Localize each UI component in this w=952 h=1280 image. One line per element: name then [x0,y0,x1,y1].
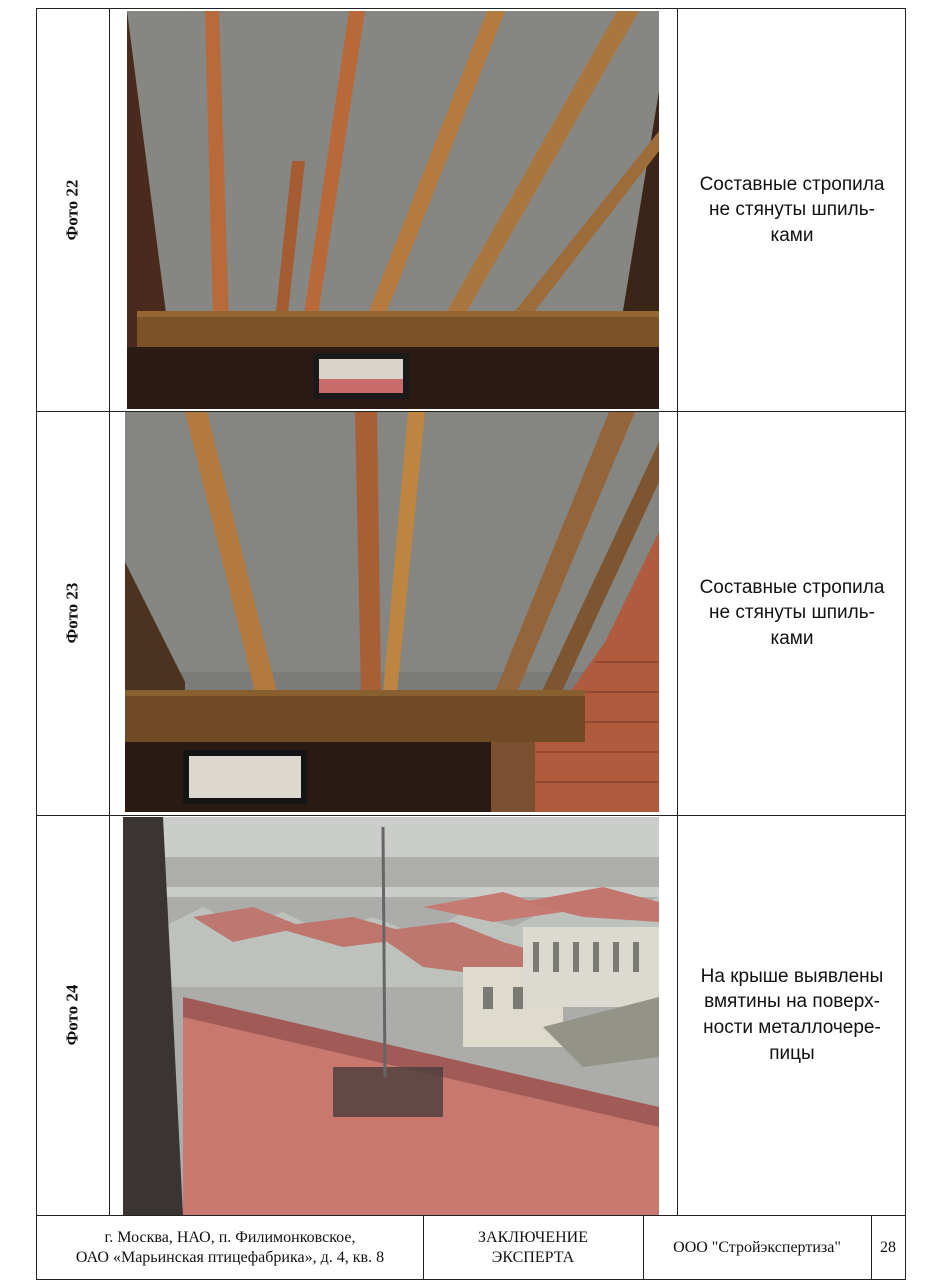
footer-title-line1: ЗАКЛЮЧЕНИЕ [478,1228,588,1246]
description-line: ками [770,224,814,246]
description-line: ности металлочере- [703,1017,881,1038]
column-divider [109,9,110,1215]
description-line: Составные стропила [699,576,885,598]
description-line: Составные стропила [699,173,885,195]
description-line: не стянуты шпиль- [709,602,875,624]
page-footer [36,1216,906,1280]
footer-address [37,1216,423,1279]
photo-24-roof-image [123,817,659,1215]
page-number: 28 [880,1238,896,1256]
photo-label-text: Фото 23 [61,582,81,644]
description-line: пицы [769,1042,815,1064]
column-divider [677,9,678,1215]
footer-page-number [871,1216,905,1279]
footer-address-line1: г. Москва, НАО, п. Филимонковское, [104,1228,356,1246]
description-line: не стянуты шпиль- [709,199,875,221]
footer-company [643,1216,871,1279]
photo-label-text: Фото 22 [61,179,81,241]
photo-label-24 [37,815,107,1215]
photo-24-description [679,815,905,1215]
footer-document-title [423,1216,643,1279]
photo-label-23 [37,411,107,815]
description-line: ками [770,627,814,649]
photo-23-description [679,411,905,815]
description-line: На крыше выявлены [700,965,884,987]
photo-table [36,8,906,1216]
photo-22-rafters-image [127,11,659,409]
photo-23-rafters-image [125,412,659,812]
description-line: вмятины на поверх- [704,991,880,1013]
footer-title-line2: ЭКСПЕРТА [491,1248,575,1266]
photo-22-description [679,9,905,411]
photo-label-text: Фото 24 [61,984,81,1046]
photo-label-22 [37,9,107,411]
footer-company-name: ООО "Стройэкспертиза" [673,1238,841,1256]
footer-address-line2: ОАО «Марьинская птицефабрика», д. 4, кв. 8 [75,1248,385,1266]
